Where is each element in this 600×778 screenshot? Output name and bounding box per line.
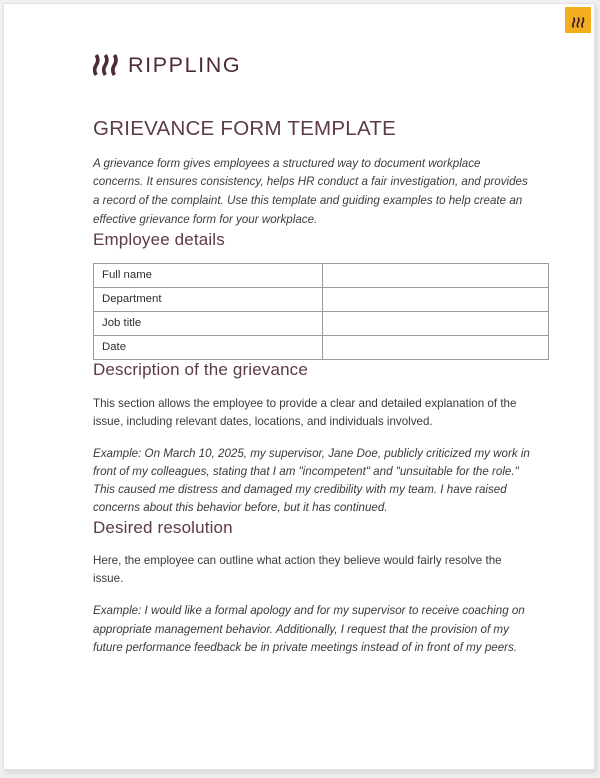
- section-heading-resolution: Desired resolution: [93, 517, 233, 537]
- rippling-logo-icon: [93, 54, 119, 76]
- table-cell-label: Date: [94, 336, 323, 360]
- description-body: This section allows the employee to provide a clear and detailed explanation of the issue, including relevant dates, locations, and individuals involved.: [93, 396, 517, 428]
- rippling-logo-icon: [572, 15, 585, 26]
- table-row: [94, 288, 549, 312]
- intro-paragraph: A grievance form gives employees a structured way to document workplace concerns. It ensures consistency, helps HR conduct a fair investigation, and provides a record of the complaint. Use this template and guiding examples to help create an effective grievance form for your workplace.: [93, 156, 528, 226]
- document-page: [3, 3, 595, 770]
- employee-details-table: [93, 263, 549, 360]
- table-cell-value[interactable]: [323, 312, 549, 336]
- table-cell-label: Department: [94, 288, 323, 312]
- brand-badge: [565, 7, 591, 33]
- table-cell-label: Job title: [94, 312, 323, 336]
- resolution-body: Here, the employee can outline what action they believe would fairly resolve the issue.: [93, 554, 502, 586]
- table-cell-label: Full name: [94, 264, 323, 288]
- table-cell-value[interactable]: [323, 264, 549, 288]
- table-row: [94, 312, 549, 336]
- table-cell-value[interactable]: [323, 288, 549, 312]
- table-cell-value[interactable]: [323, 336, 549, 360]
- brand-header: [93, 54, 241, 77]
- document-content: [93, 116, 533, 657]
- brand-wordmark: RIPPLING: [128, 53, 242, 77]
- description-example: Example: On March 10, 2025, my supervisor, Jane Doe, publicly criticized my work in front of my colleagues, stating that I am "incompetent" and "unsuitable for the role." This caused me distress and damaged my credibility with my team. I have raised concerns about this behavior before, but it has continued.: [93, 446, 530, 515]
- section-heading-description: Description of the grievance: [93, 360, 308, 380]
- resolution-example: Example: I would like a formal apology and for my supervisor to receive coaching on appropriate management behavior. Additionally, I request that the provision of my future performance feedback be in private meetings instead of in front of my peers.: [93, 604, 525, 654]
- table-row: [94, 264, 549, 288]
- table-row: [94, 336, 549, 360]
- page-title: GRIEVANCE FORM TEMPLATE: [93, 117, 397, 140]
- section-heading-employee-details: Employee details: [93, 229, 225, 249]
